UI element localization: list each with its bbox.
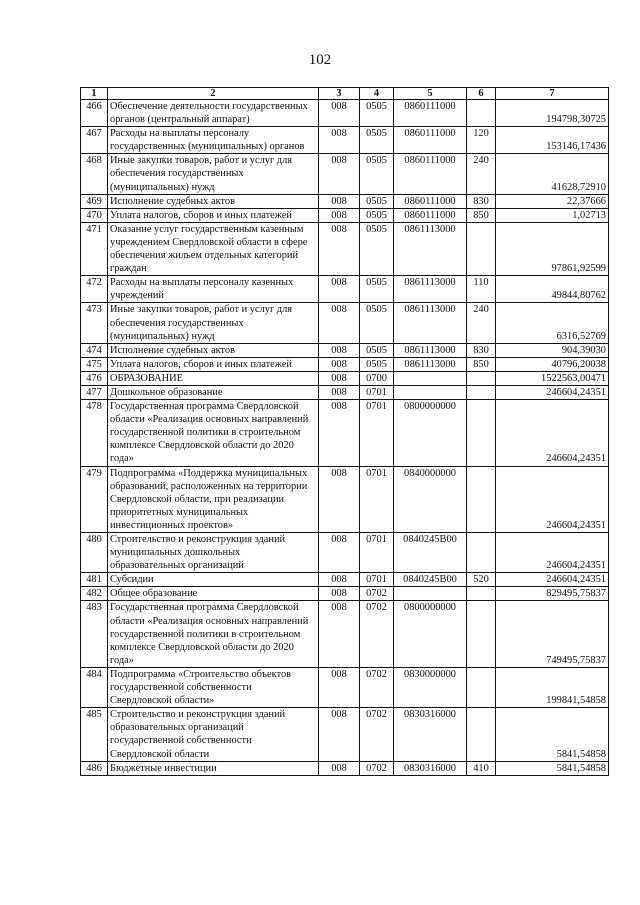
row-code-3: 008 [319,357,360,371]
row-code-3: 008 [319,667,360,707]
row-amount: 97861,92599 [496,222,609,275]
row-code-5: 0840245В00 [394,533,467,573]
row-amount: 246604,24351 [496,466,609,532]
row-name: Иные закупки товаров, работ и услуг для обеспечения государственных (муниципальных) нужд [108,154,319,194]
row-code-6 [467,400,496,466]
row-code-4: 0700 [360,371,394,385]
header-col-3: 3 [319,88,360,100]
row-code-6 [467,385,496,399]
row-amount: 5841,54858 [496,708,609,761]
row-code-6 [467,100,496,127]
row-code-3: 008 [319,194,360,208]
row-amount: 153146,17436 [496,127,609,154]
row-number: 486 [81,761,108,775]
row-code-5: 0860111000 [394,208,467,222]
row-code-6 [467,466,496,532]
row-number: 479 [81,466,108,532]
row-number: 483 [81,601,108,667]
row-number: 484 [81,667,108,707]
row-code-5: 0861113000 [394,276,467,303]
row-code-3: 008 [319,371,360,385]
row-code-6 [467,708,496,761]
row-code-6: 410 [467,761,496,775]
header-col-6: 6 [467,88,496,100]
row-code-4: 0701 [360,400,394,466]
row-code-6 [467,533,496,573]
row-code-3: 008 [319,303,360,343]
row-code-6: 850 [467,357,496,371]
row-code-6: 120 [467,127,496,154]
row-code-5: 0800000000 [394,400,467,466]
row-code-4: 0505 [360,194,394,208]
row-code-4: 0505 [360,303,394,343]
row-code-4: 0702 [360,667,394,707]
row-code-4: 0505 [360,127,394,154]
row-code-3: 008 [319,343,360,357]
table-body [81,100,609,776]
row-amount: 194798,30725 [496,100,609,127]
row-code-3: 008 [319,466,360,532]
header-row [81,88,609,100]
row-code-6 [467,371,496,385]
table-row [81,154,609,194]
row-code-5: 0861113000 [394,222,467,275]
row-code-5 [394,371,467,385]
row-code-4: 0702 [360,761,394,775]
row-code-5: 0861113000 [394,343,467,357]
row-code-3: 008 [319,208,360,222]
row-code-5: 0840245В00 [394,573,467,587]
row-number: 473 [81,303,108,343]
row-amount: 6316,52769 [496,303,609,343]
table-row [81,466,609,532]
row-name: ОБРАЗОВАНИЕ [108,371,319,385]
row-number: 471 [81,222,108,275]
row-number: 485 [81,708,108,761]
row-amount: 749495,75837 [496,601,609,667]
table-row [81,194,609,208]
row-code-5: 0830316000 [394,708,467,761]
row-code-3: 008 [319,154,360,194]
table-row [81,222,609,275]
table-row [81,533,609,573]
row-amount: 246604,24351 [496,533,609,573]
row-code-5 [394,587,467,601]
row-code-6: 830 [467,343,496,357]
row-code-4: 0505 [360,208,394,222]
row-code-6: 850 [467,208,496,222]
page-number: 102 [308,52,332,68]
row-code-5: 0861113000 [394,357,467,371]
table-row [81,343,609,357]
row-code-6 [467,601,496,667]
row-code-4: 0505 [360,222,394,275]
row-code-5: 0830000000 [394,667,467,707]
row-name: Оказание услуг государственным казенным учреждением Свердловской области в сфере обеспечения жильем отдельных категорий граждан [108,222,319,275]
row-name: Бюджетные инвестиции [108,761,319,775]
table-row [81,573,609,587]
header-col-7: 7 [496,88,609,100]
row-code-6 [467,587,496,601]
row-number: 482 [81,587,108,601]
row-code-4: 0701 [360,385,394,399]
row-amount: 246604,24351 [496,573,609,587]
row-number: 478 [81,400,108,466]
row-code-5: 0860111000 [394,100,467,127]
row-amount: 246604,24351 [496,385,609,399]
budget-table [80,87,609,776]
row-name: Государственная программа Свердловской области «Реализация основных направлений государственной политики в строительном комплексе Свердловской области до 2020 года» [108,400,319,466]
row-number: 477 [81,385,108,399]
row-code-6: 520 [467,573,496,587]
table-row [81,208,609,222]
row-code-6: 830 [467,194,496,208]
table-row [81,357,609,371]
header-col-5: 5 [394,88,467,100]
row-code-3: 008 [319,276,360,303]
table-row [81,276,609,303]
row-code-5: 0861113000 [394,303,467,343]
row-number: 468 [81,154,108,194]
row-code-4: 0505 [360,100,394,127]
row-code-5 [394,385,467,399]
row-amount: 41628,72910 [496,154,609,194]
row-code-6 [467,222,496,275]
row-name: Иные закупки товаров, работ и услуг для обеспечения государственных (муниципальных) нужд [108,303,319,343]
row-name: Обеспечение деятельности государственных органов (центральный аппарат) [108,100,319,127]
row-name: Дошкольное образование [108,385,319,399]
header-col-4: 4 [360,88,394,100]
row-name: Подпрограмма «Строительство объектов государственной собственности Свердловской области» [108,667,319,707]
row-number: 470 [81,208,108,222]
row-code-5: 0800000000 [394,601,467,667]
row-number: 475 [81,357,108,371]
row-amount: 904,39030 [496,343,609,357]
row-name: Уплата налогов, сборов и иных платежей [108,357,319,371]
table-row [81,371,609,385]
row-code-4: 0701 [360,533,394,573]
row-code-5: 0860111000 [394,127,467,154]
row-code-4: 0702 [360,708,394,761]
row-amount: 1522563,00471 [496,371,609,385]
row-amount: 199841,54858 [496,667,609,707]
row-code-3: 008 [319,385,360,399]
row-name: Расходы на выплаты персоналу государственных (муниципальных) органов [108,127,319,154]
row-name: Строительство и реконструкция зданий образовательных организаций государственной собственности Свердловской области [108,708,319,761]
row-code-3: 008 [319,708,360,761]
table-row [81,400,609,466]
row-code-6: 240 [467,303,496,343]
row-name: Исполнение судебных актов [108,194,319,208]
row-number: 472 [81,276,108,303]
row-code-4: 0702 [360,587,394,601]
row-number: 480 [81,533,108,573]
row-code-3: 008 [319,587,360,601]
row-amount: 5841,54858 [496,761,609,775]
row-amount: 246604,24351 [496,400,609,466]
row-code-3: 008 [319,400,360,466]
row-code-5: 0830316000 [394,761,467,775]
row-code-6 [467,667,496,707]
row-code-3: 008 [319,601,360,667]
row-number: 467 [81,127,108,154]
row-code-3: 008 [319,573,360,587]
table-row [81,127,609,154]
table-row [81,708,609,761]
row-name: Подпрограмма «Поддержка муниципальных образований, расположенных на территории Свердловской области, при реализации приоритетных муниципальных инвестиционных проектов» [108,466,319,532]
row-amount: 40796,20038 [496,357,609,371]
table-row [81,601,609,667]
row-code-5: 0860111000 [394,154,467,194]
row-code-3: 008 [319,533,360,573]
row-code-4: 0701 [360,573,394,587]
row-amount: 1,02713 [496,208,609,222]
row-code-3: 008 [319,222,360,275]
row-number: 466 [81,100,108,127]
table-row [81,587,609,601]
row-code-4: 0505 [360,276,394,303]
row-code-4: 0505 [360,154,394,194]
row-name: Субсидии [108,573,319,587]
row-number: 469 [81,194,108,208]
header-col-2: 2 [108,88,319,100]
row-code-6: 240 [467,154,496,194]
row-amount: 829495,75837 [496,587,609,601]
row-number: 474 [81,343,108,357]
row-code-3: 008 [319,761,360,775]
table-row [81,761,609,775]
table-row [81,100,609,127]
row-name: Государственная программа Свердловской области «Реализация основных направлений государственной политики в строительном комплексе Свердловской области до 2020 года» [108,601,319,667]
row-code-4: 0505 [360,357,394,371]
row-code-4: 0505 [360,343,394,357]
row-number: 476 [81,371,108,385]
row-name: Общее образование [108,587,319,601]
row-name: Исполнение судебных актов [108,343,319,357]
row-amount: 49844,80762 [496,276,609,303]
row-code-5: 0840000000 [394,466,467,532]
row-code-3: 008 [319,127,360,154]
row-code-4: 0701 [360,466,394,532]
table-row [81,385,609,399]
row-code-4: 0702 [360,601,394,667]
row-number: 481 [81,573,108,587]
table-row [81,303,609,343]
row-name: Уплата налогов, сборов и иных платежей [108,208,319,222]
row-name: Строительство и реконструкция зданий муниципальных дошкольных образовательных организаций [108,533,319,573]
row-code-5: 0860111000 [394,194,467,208]
row-name: Расходы на выплаты персоналу казенных учреждений [108,276,319,303]
row-amount: 22,37666 [496,194,609,208]
row-code-6: 110 [467,276,496,303]
row-code-3: 008 [319,100,360,127]
header-col-1: 1 [81,88,108,100]
table-row [81,667,609,707]
